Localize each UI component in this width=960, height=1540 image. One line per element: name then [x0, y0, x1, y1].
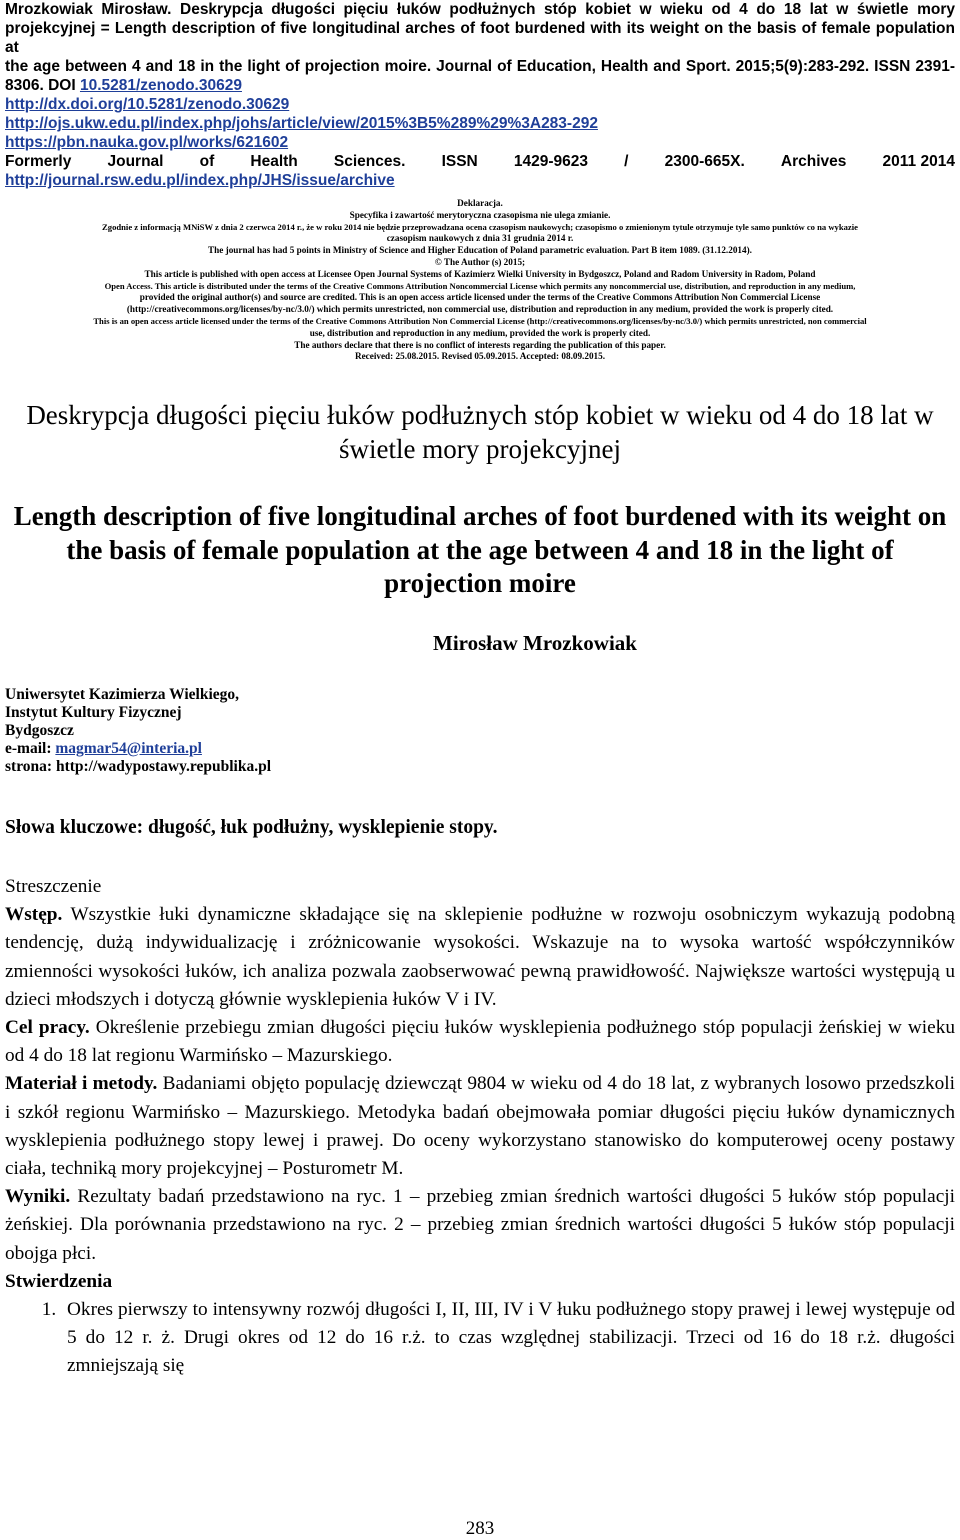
section-label: Cel pracy. [5, 1017, 90, 1039]
pbn-works-link[interactable]: https://pbn.nauka.gov.pl/works/621602 [5, 134, 289, 151]
ojs-article-link[interactable]: http://ojs.ukw.edu.pl/index.php/johs/article/view/2015%3B5%289%29%3A283-292 [5, 115, 598, 132]
decl-line: © The Author (s) 2015; [434, 256, 526, 267]
page-number: 283 [465, 1518, 495, 1539]
conclusions-list [5, 1296, 955, 1381]
formerly-word: ISSN [441, 153, 478, 170]
conclusions-heading: Stwierdzenia [5, 1270, 113, 1292]
decl-line: provided the original author(s) and source are credited. This is an open access article licensed under the terms of the Creative Commons Attribution Non Commercial License [139, 292, 821, 303]
decl-line: czasopism naukowych z dnia 31 grudnia 2014 r. [386, 233, 574, 244]
decl-line: This is an open access article licensed under the terms of the Creative Commons Attribution Non Commercial License (http://creativecommons.org/licenses/by-nc/3.0/) which permits unrestricted, non commercial [93, 315, 867, 326]
abstract-section-results [5, 1183, 955, 1268]
formerly-line [5, 152, 955, 171]
formerly-word: Archives [780, 153, 847, 170]
section-text: Badaniami objęto populację dziewcząt 9804 w wieku od 4 do 18 lat, z wybranych losowo przedszkoli i szkół regionu Warmińsko – Mazurskiego. Metodyka badań obejmowała pomiar długości pięciu łuków dynamicznych wysklepienia podłużnego stopy lewej i prawej. Do oceny wykorzystano stanowisko do komputerowej oceny postawy ciała, techniką mory projekcyjnej – Posturometr M. [5, 1073, 955, 1180]
keywords: Słowa kluczowe: długość, łuk podłużny, wysklepienie stopy. [5, 817, 498, 838]
decl-line: Received: 25.08.2015. Revised 05.09.2015. Accepted: 08.09.2015. [354, 351, 606, 362]
formerly-word: Journal [107, 153, 164, 170]
citation-line-3: the age between 4 and 18 in the light of projection moire. Journal of Education, Health and Sport. 2015;5(9):283-292. ISSN 2391- [5, 58, 955, 75]
archive-link[interactable]: http://journal.rsw.edu.pl/index.php/JHS/issue/archive [5, 172, 395, 189]
citation-doi-line [5, 76, 955, 95]
formerly-word: Health [250, 153, 298, 170]
doi-prefix: 8306. DOI [5, 77, 80, 94]
abstract-block [5, 873, 955, 1381]
affiliation-website: strona: http://wadypostawy.republika.pl [5, 758, 272, 775]
affiliation-university: Uniwersytet Kazimierza Wielkiego, [5, 686, 240, 703]
declarations-block [5, 198, 955, 363]
section-label: Wstęp. [5, 904, 63, 926]
decl-line: The journal has had 5 points in Ministry of Science and Higher Education of Poland parametric evaluation. Part B item 1089. (31.12.2014). [208, 245, 752, 256]
section-text: Określenie przebiegu zmian długości pięciu łuków wysklepienia podłużnego stóp populacji żeńskiej w wieku od 4 do 18 lat regionu Warmińsko – Mazurskiego. [5, 1017, 955, 1067]
decl-line: This article is published with open access at Licensee Open Journal Systems of Kazimierz Wielki University in Bydgoszcz, Poland and Radom University in Radom, Poland [144, 268, 816, 279]
email-label: e-mail: [5, 740, 56, 757]
author-name: Mirosław Mrozkowiak [433, 631, 637, 655]
formerly-word: 1429-9623 [513, 153, 589, 170]
formerly-word: 2300-665X. [664, 153, 745, 170]
section-label: Wyniki. [5, 1186, 71, 1208]
section-label: Materiał i metody. [5, 1073, 158, 1095]
section-text: Wszystkie łuki dynamiczne składające się na sklepienie podłużne w rozwoju osobniczym wykazują podobną tendencję, dużą indywidualizację i zróżnicowanie wysokości. Wskazuje na to wysoka wartość współczynników zmienności wysokości łuków, ich analiza pozwala zaobserwować pewną prawidłowość. Największe wartości występują u dzieci młodszych i dotyczą głównie wysklepienia łuków V i IV. [5, 904, 955, 1010]
section-text: Rezultaty badań przedstawiono na ryc. 1 – przebieg zmian średnich wartości długości 5 łuków stóp populacji żeńskiej. Dla porównania przedstawiono na ryc. 2 – przebieg zmian średnich wartości długości 5 łuków stóp populacji obojga płci. [5, 1186, 955, 1264]
citation-block [5, 0, 955, 190]
decl-line: Zgodnie z informacją MNiSW z dnia 2 czerwca 2014 r., że w roku 2014 nie będzie przeprowadzana ocena czasopism naukowych; czasopismo o zmienionym tytule otrzymuje tyle samo punktów co na wykazie [102, 221, 858, 232]
title-english: Length description of five longitudinal arches of foot burdened with its weight on the basis of female population at the age between 4 and 18 in the light of projection moire [13, 501, 947, 598]
formerly-word: Formerly [5, 153, 72, 170]
decl-line: (http://creativecommons.org/licenses/by-nc/3.0/) which permits unrestricted, non commercial use, distribution and reproduction in any medium, provided the work is properly cited. [126, 304, 834, 315]
affiliation-email-line [5, 740, 955, 758]
affiliation-block [5, 686, 955, 776]
abstract-heading: Streszczenie [5, 876, 102, 897]
decl-line: Specyfika i zawartość merytoryczna czasopisma nie ulega zmianie. [349, 209, 611, 220]
formerly-word: Sciences. [333, 153, 406, 170]
doi-url-link[interactable]: http://dx.doi.org/10.5281/zenodo.30629 [5, 96, 290, 113]
decl-line: The authors declare that there is no conflict of interests regarding the publication of this paper. [294, 339, 666, 350]
decl-line: Open Access. This article is distributed under the terms of the Creative Commons Attribution Noncommercial License which permits any noncommercial use, distribution, and reproduction in any medium, [104, 280, 856, 291]
email-link[interactable]: magmar54@interia.pl [55, 740, 202, 757]
abstract-section-aim [5, 1014, 955, 1070]
decl-line: Deklaracja. [457, 198, 503, 208]
citation-line-2: projekcyjnej = Length description of five longitudinal arches of foot burdened with its weight on the basis of female population at [5, 20, 955, 56]
doi-link[interactable]: 10.5281/zenodo.30629 [79, 77, 242, 94]
formerly-word: 2011 2014 [882, 153, 955, 170]
formerly-word: of [199, 153, 215, 170]
abstract-section-methods [5, 1070, 955, 1183]
affiliation-city: Bydgoszcz [5, 722, 74, 739]
decl-line: use, distribution and reproduction in any medium, provided the work is properly cited. [309, 327, 651, 338]
abstract-section-intro [5, 901, 955, 1014]
affiliation-institute: Instytut Kultury Fizycznej [5, 704, 182, 721]
citation-line-1: Mrozkowiak Mirosław. Deskrypcja długości pięciu łuków podłużnych stóp kobiet w wieku od 4 do 18 lat w świetle mory [5, 1, 955, 18]
title-polish: Deskrypcja długości pięciu łuków podłużnych stóp kobiet w wieku od 4 do 18 lat w świetle mory projekcyjnej [26, 400, 934, 464]
formerly-word: / [624, 153, 629, 170]
conclusion-item: 1. Okres pierwszy to intensywny rozwój długości I, II, III, IV i V łuku podłużnego stopy prawej i lewej występuje od 5 do 12 r. ż. Drugi okres od 12 do 16 r.ż. to czas względnej stabilizacji. Trzeci od 16 do 18 r.ż. długości zmniejszają się [61, 1296, 955, 1381]
